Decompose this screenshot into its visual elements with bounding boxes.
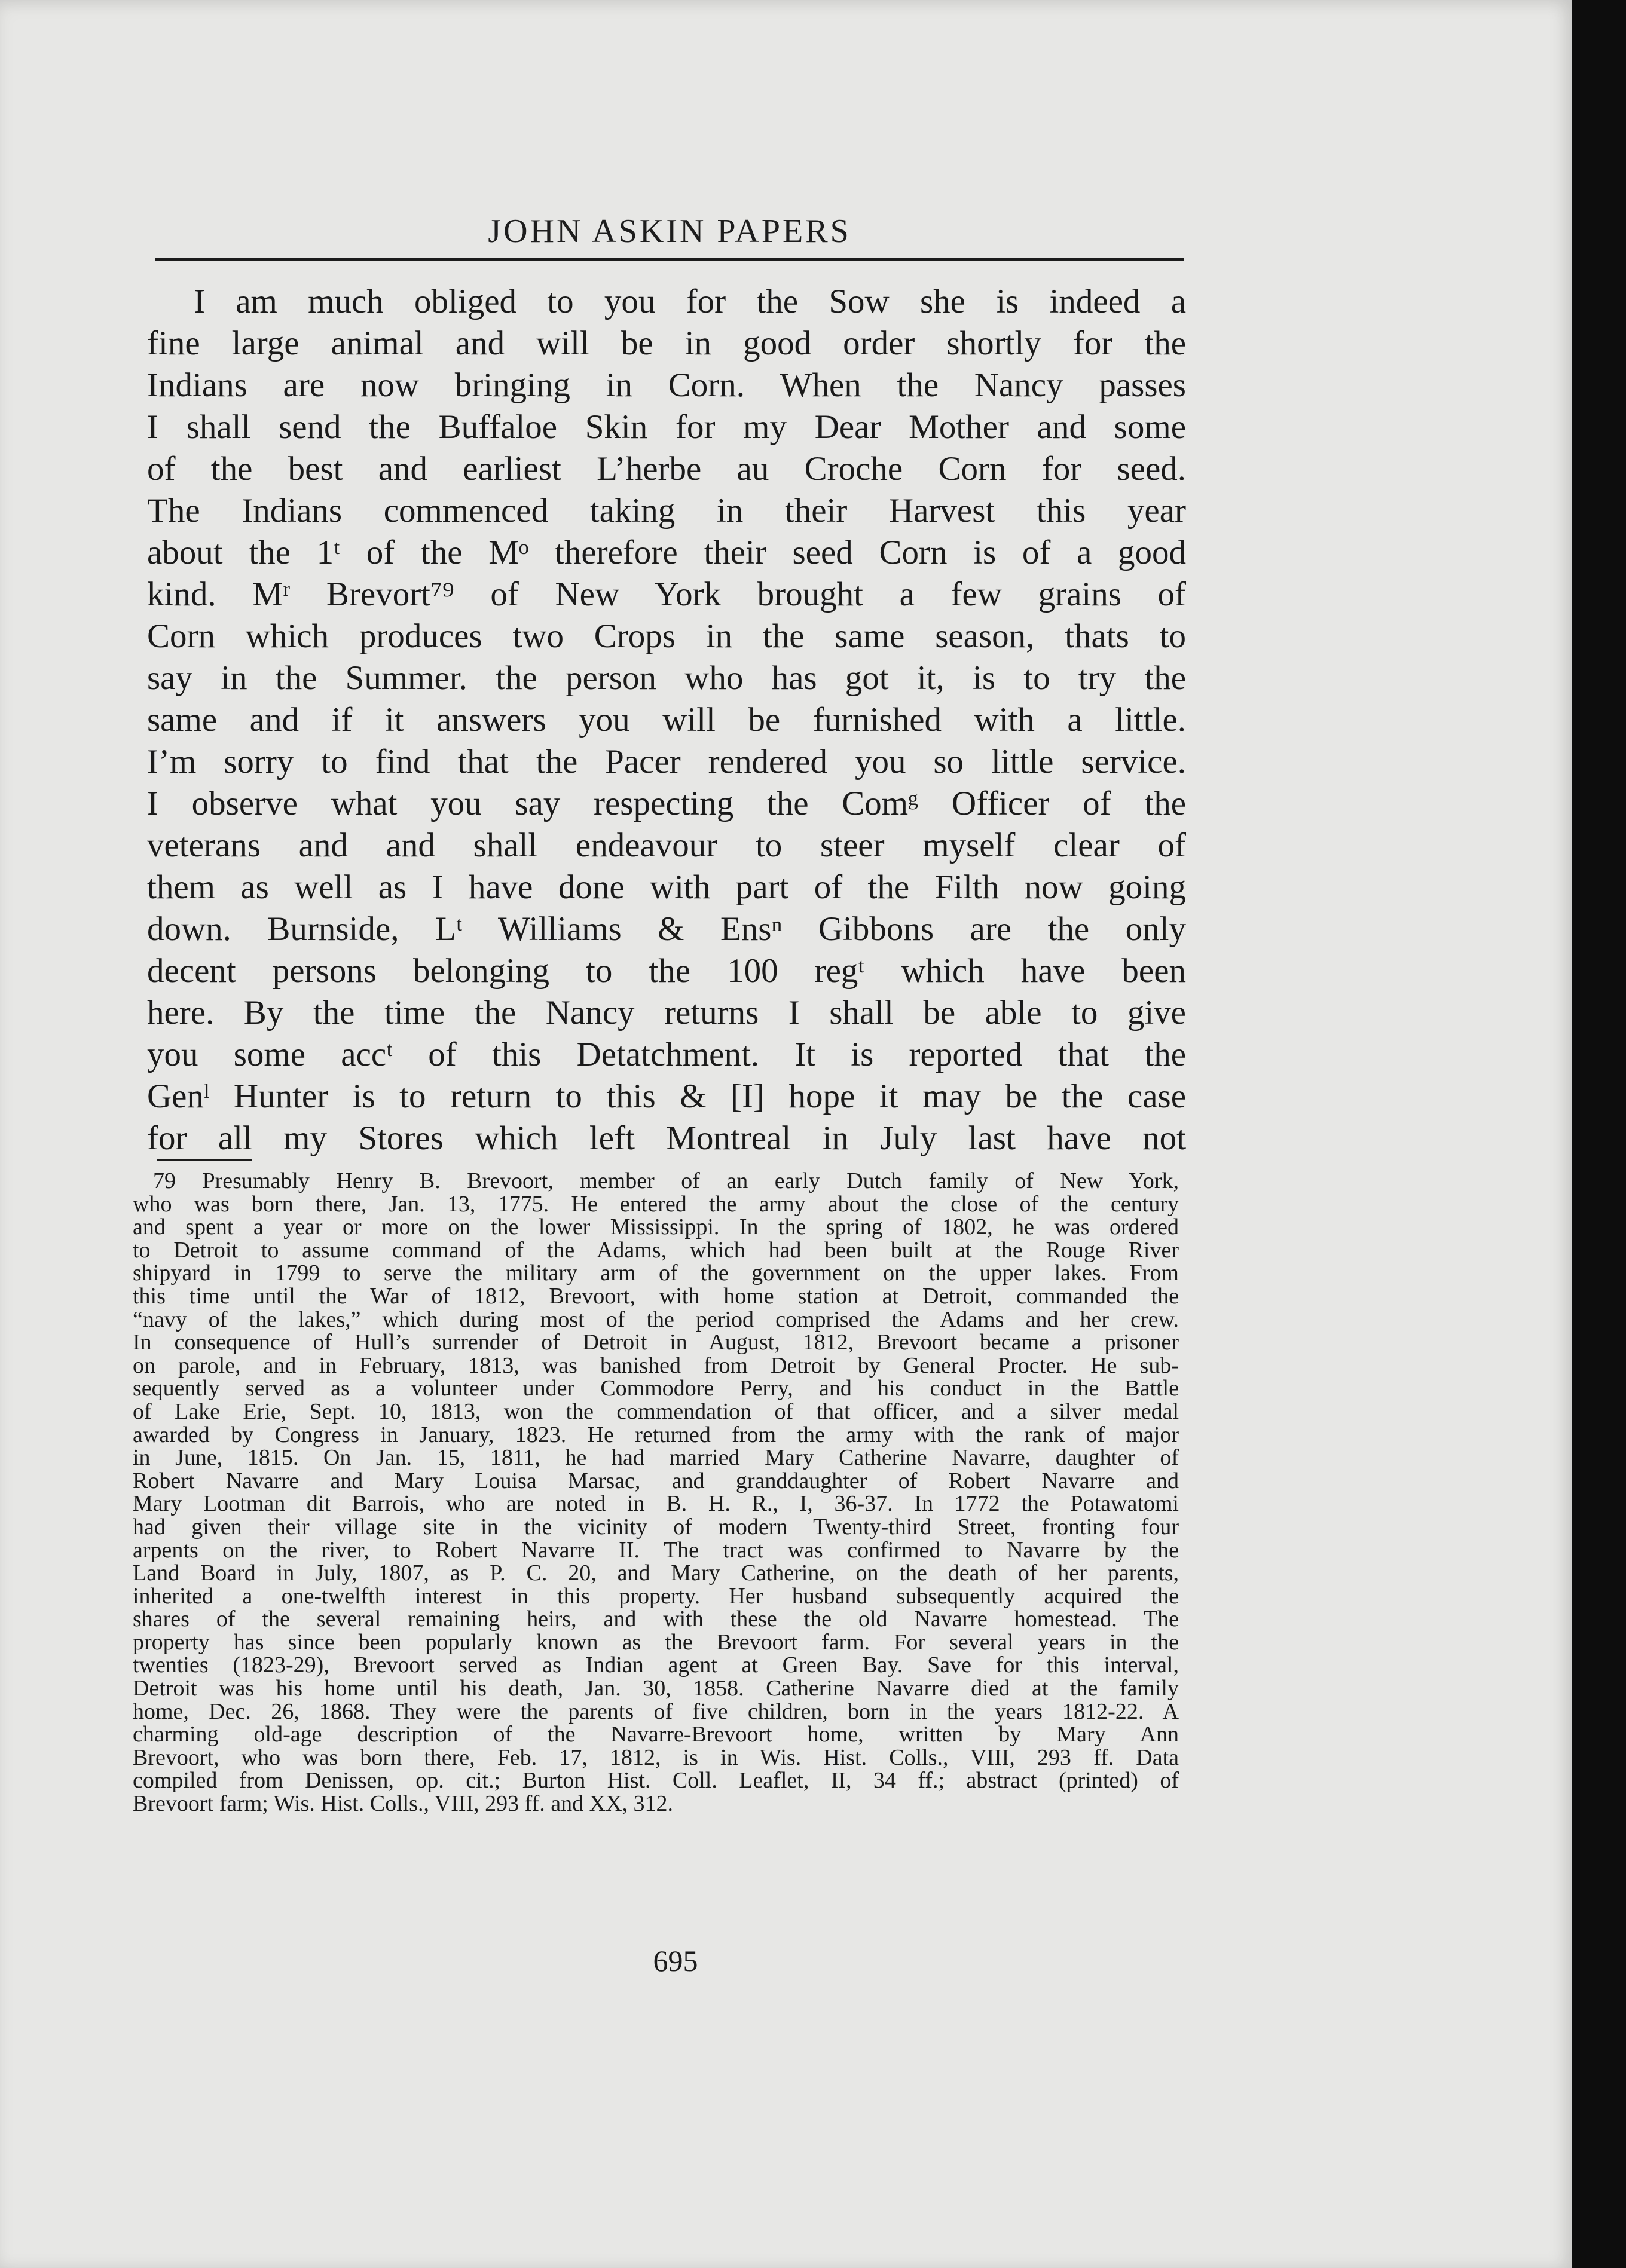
main-text-line: same and if it answers you will be furnished with a little. [147, 701, 1186, 739]
footnote-line: who was born there, Jan. 13, 1775. He entered the army about the close of the century [133, 1191, 1179, 1217]
footnote-line: twenties (1823-29), Brevoort served as Indian agent at Green Bay. Save for this interval, [133, 1652, 1179, 1678]
footnote-rule [157, 1159, 252, 1161]
footnote-line: had given their village site in the vicinity of modern Twenty-third Street, fronting four [133, 1514, 1179, 1539]
main-text-line: I’m sorry to find that the Pacer rendered you so little service. [147, 743, 1186, 781]
main-text-line: Genˡ Hunter is to return to this & [I] hope it may be the case [147, 1078, 1186, 1115]
main-text-line: The Indians commenced taking in their Harvest this year [147, 492, 1186, 529]
footnote-line: sequently served as a volunteer under Commodore Perry, and his conduct in the Battle [133, 1376, 1179, 1401]
page-number: 695 [653, 1944, 698, 1978]
main-text-line: about the 1ᵗ of the Mᵒ therefore their seed Corn is of a good [147, 534, 1186, 571]
footnote-line: shares of the several remaining heirs, and with these the old Navarre homestead. The [133, 1606, 1179, 1632]
footnote-line: Detroit was his home until his death, Jan. 30, 1858. Catherine Navarre died at the family [133, 1676, 1179, 1701]
footnote-line: 79 Presumably Henry B. Brevoort, member of an early Dutch family of New York, [153, 1168, 1179, 1193]
footnote-line: to Detroit to assume command of the Adams, which had been built at the Rouge River [133, 1237, 1179, 1263]
footnote-line: awarded by Congress in January, 1823. He returned from the army with the rank of major [133, 1422, 1179, 1447]
footnote-line: shipyard in 1799 to serve the military arm of the government on the upper lakes. From [133, 1260, 1179, 1286]
main-text-line: I shall send the Buffaloe Skin for my Dear Mother and some [147, 408, 1186, 446]
running-header: JOHN ASKIN PAPERS [488, 213, 851, 250]
main-text-line: of the best and earliest L’herbe au Croche Corn for seed. [147, 450, 1186, 488]
main-text-line: veterans and and shall endeavour to steer myself clear of [147, 827, 1186, 864]
main-text-line: say in the Summer. the person who has got it, is to try the [147, 659, 1186, 697]
main-text-line: them as well as I have done with part of the Filth now going [147, 868, 1186, 906]
footnote-line: arpents on the river, to Robert Navarre II. The tract was confirmed to Navarre by the [133, 1537, 1179, 1563]
footnote-line: In consequence of Hull’s surrender of Detroit in August, 1812, Brevoort became a prisoner [133, 1330, 1179, 1355]
main-text-line: down. Burnside, Lᵗ Williams & Ensⁿ Gibbons are the only [147, 910, 1186, 948]
footnote [133, 1170, 1179, 1816]
footnote-line: Land Board in July, 1807, as P. C. 20, and Mary Catherine, on the death of her parents, [133, 1560, 1179, 1586]
footnote-line: “navy of the lakes,” which during most of the period comprised the Adams and her crew. [133, 1306, 1179, 1332]
footnote-line: charming old-age description of the Navarre-Brevoort home, written by Mary Ann [133, 1722, 1179, 1747]
main-text-line: kind. Mʳ Brevort⁷⁹ of New York brought a few grains of [147, 576, 1186, 613]
footnote-line: this time until the War of 1812, Brevoort, with home station at Detroit, commanded the [133, 1283, 1179, 1309]
footnote-line: and spent a year or more on the lower Mississippi. In the spring of 1802, he was ordered [133, 1214, 1179, 1240]
footnote-line: compiled from Denissen, op. cit.; Burton Hist. Coll. Leaflet, II, 34 ff.; abstract (printed) of [133, 1768, 1179, 1793]
footnote-line: on parole, and in February, 1813, was banished from Detroit by General Procter. He sub- [133, 1352, 1179, 1378]
main-text-line: Indians are now bringing in Corn. When the Nancy passes [147, 366, 1186, 404]
footnote-line: of Lake Erie, Sept. 10, 1813, won the commendation of that officer, and a silver medal [133, 1398, 1179, 1424]
main-text-line: I am much obliged to you for the Sow she is indeed a [194, 283, 1186, 320]
footnote-line: Mary Lootman dit Barrois, who are noted in B. H. R., I, 36-37. In 1772 the Potawatomi [133, 1491, 1179, 1517]
header-rule [155, 258, 1184, 261]
footnote-line: in June, 1815. On Jan. 15, 1811, he had married Mary Catherine Navarre, daughter of [133, 1445, 1179, 1471]
footnote-line: home, Dec. 26, 1868. They were the parents of five children, born in the years 1812-22. A [133, 1698, 1179, 1724]
footnote-line: Robert Navarre and Mary Louisa Marsac, and granddaughter of Robert Navarre and [133, 1468, 1179, 1493]
main-text-line: decent persons belonging to the 100 regᵗ which have been [147, 952, 1186, 990]
main-text-line: fine large animal and will be in good order shortly for the [147, 325, 1186, 362]
main-text-line: I observe what you say respecting the Comᵍ Officer of the [147, 785, 1186, 822]
main-text-line: for all my Stores which left Montreal in July last have not [147, 1119, 1186, 1157]
footnote-line: property has since been popularly known as the Brevoort farm. For several years in the [133, 1629, 1179, 1655]
footnote-line: Brevoort, who was born there, Feb. 17, 1812, is in Wis. Hist. Colls., VIII, 293 ff. Data [133, 1744, 1179, 1770]
main-text-line: Corn which produces two Crops in the same season, thats to [147, 617, 1186, 655]
main-text [147, 281, 1186, 1159]
footnote-line: inherited a one-twelfth interest in this property. Her husband subsequently acquired the [133, 1583, 1179, 1609]
main-text-line: here. By the time the Nancy returns I shall be able to give [147, 994, 1186, 1032]
footnote-line: Brevoort farm; Wis. Hist. Colls., VIII, 293 ff. and XX, 312. [133, 1791, 674, 1817]
main-text-line: you some accᵗ of this Detatchment. It is reported that the [147, 1036, 1186, 1073]
